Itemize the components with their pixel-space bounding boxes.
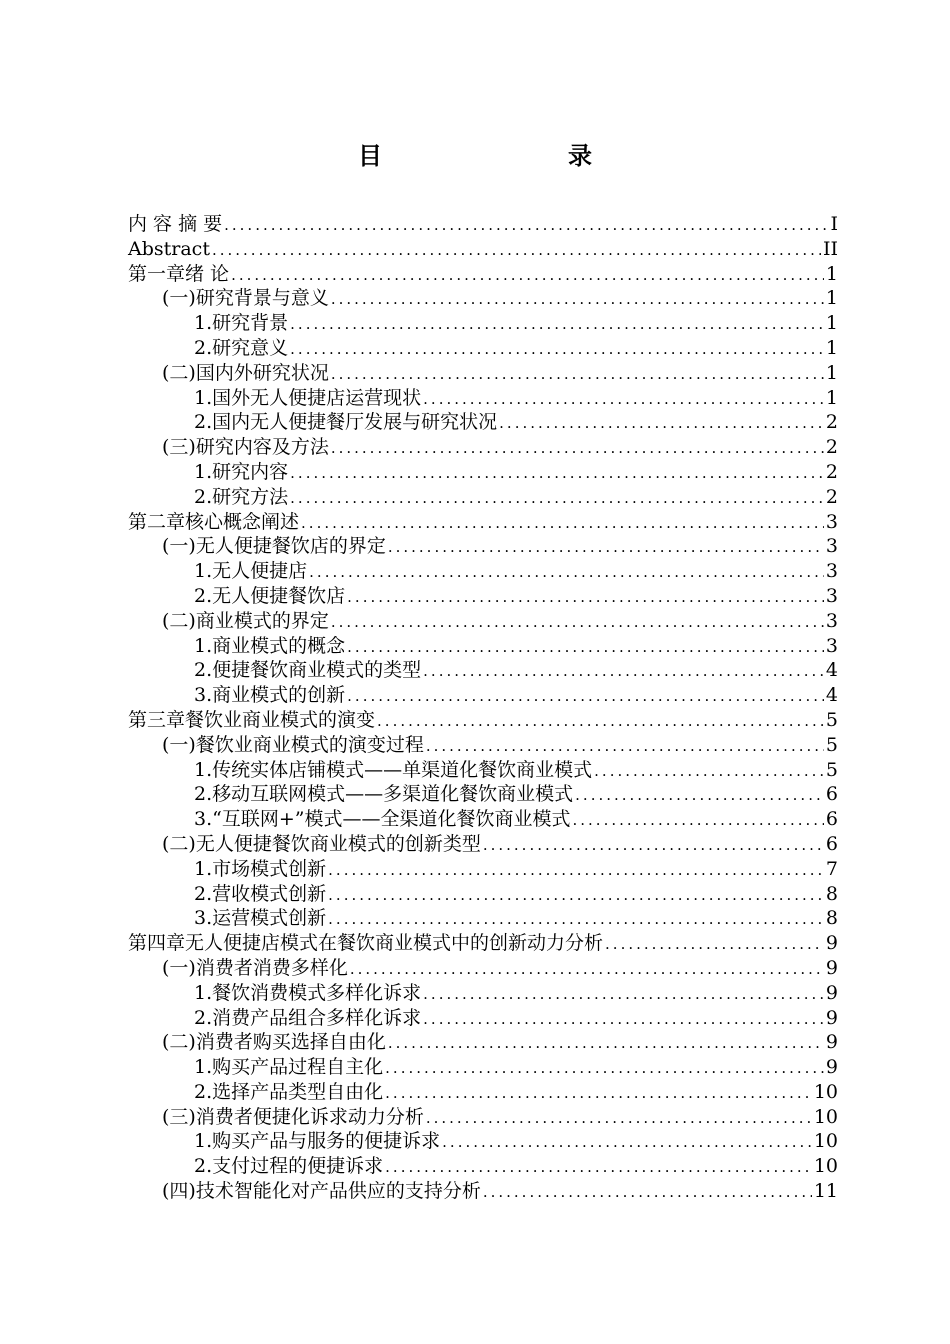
toc-entry-number: 2. xyxy=(194,1006,213,1029)
toc-entry[interactable] xyxy=(128,782,838,807)
toc-entry-page: 2 xyxy=(825,460,838,483)
toc-entry-number: 第一章 xyxy=(128,262,186,285)
toc-entry[interactable] xyxy=(128,435,838,460)
toc-entry-page: 6 xyxy=(825,832,838,855)
toc-entry-page: 9 xyxy=(825,1056,838,1079)
dot-leader xyxy=(331,362,824,387)
toc-entry-number: 3. xyxy=(194,684,213,707)
dot-leader xyxy=(290,461,824,486)
toc-entry-page: 10 xyxy=(813,1130,838,1153)
dot-leader xyxy=(385,1056,824,1081)
dot-leader xyxy=(499,411,824,436)
toc-entry-number: 第三章 xyxy=(128,708,186,731)
toc-entry-title: 国内外研究状况 xyxy=(195,361,329,384)
toc-entry[interactable] xyxy=(128,807,838,832)
toc-entry[interactable] xyxy=(128,1154,838,1179)
dot-leader xyxy=(426,1106,812,1131)
dot-leader xyxy=(224,213,826,238)
toc-entry[interactable] xyxy=(128,460,838,485)
toc-entry-number: 1. xyxy=(194,1056,213,1079)
dot-leader xyxy=(347,585,824,610)
toc-entry-number: 2. xyxy=(194,1080,213,1103)
toc-entry[interactable] xyxy=(128,832,838,857)
toc-entry-title: 无人便捷餐饮店 xyxy=(212,584,346,607)
toc-entry-title: Abstract xyxy=(128,237,210,260)
toc-entry[interactable] xyxy=(128,361,838,386)
toc-entry-number: (二) xyxy=(162,832,196,855)
toc-entry[interactable] xyxy=(128,634,838,659)
toc-entry-page: 1 xyxy=(825,386,838,409)
toc-entry-page: 5 xyxy=(825,758,838,781)
toc-entry-page: 9 xyxy=(825,932,838,955)
toc-entry-page: 6 xyxy=(825,808,838,831)
toc-entry-page: 10 xyxy=(813,1155,838,1178)
toc-entry-number: (三) xyxy=(162,436,196,459)
toc-entry-title: 购买产品过程自主化 xyxy=(212,1056,384,1079)
toc-entry-page: 3 xyxy=(825,584,838,607)
toc-entry-title: “互联网+”模式——全渠道化餐饮商业模式 xyxy=(212,808,571,831)
toc-entry-title: 营收模式创新 xyxy=(212,882,327,905)
toc-entry-page: 9 xyxy=(825,956,838,979)
toc-entry-page: 2 xyxy=(825,411,838,434)
toc-entry-page: 4 xyxy=(825,659,838,682)
toc-entry-title: 消费者消费多样化 xyxy=(195,956,348,979)
toc-entry[interactable] xyxy=(128,584,838,609)
toc-entry-title: 无人便捷餐饮店的界定 xyxy=(195,535,386,558)
toc-entry-title: 运营模式创新 xyxy=(212,907,327,930)
toc-entry-number: 1. xyxy=(194,857,213,880)
toc-entry-page: 1 xyxy=(825,336,838,359)
toc-entry-page: 10 xyxy=(813,1105,838,1128)
toc-entry[interactable] xyxy=(128,882,838,907)
toc-entry-page: 3 xyxy=(825,510,838,533)
toc-entry-number: 2. xyxy=(194,882,213,905)
dot-leader xyxy=(423,982,824,1007)
dot-leader xyxy=(290,337,824,362)
dot-leader xyxy=(605,932,824,957)
toc-entry-number: (二) xyxy=(162,1031,196,1054)
toc-entry-number: 2. xyxy=(194,485,213,508)
toc-entry-number: 1. xyxy=(194,634,213,657)
toc-entry-page: 4 xyxy=(825,684,838,707)
toc-entry-number: 2. xyxy=(194,411,213,434)
toc-entry-title: 餐饮业商业模式的演变 xyxy=(185,708,376,731)
toc-entry-title: 市场模式创新 xyxy=(212,857,327,880)
toc-entry-title: 商业模式的创新 xyxy=(212,684,346,707)
toc-entry[interactable] xyxy=(128,683,838,708)
toc-entry[interactable] xyxy=(128,1080,838,1105)
toc-entry-title: 餐饮消费模式多样化诉求 xyxy=(212,981,422,1004)
toc-entry[interactable] xyxy=(128,262,838,287)
toc-entry-title: 绪 论 xyxy=(185,262,230,285)
dot-leader xyxy=(575,783,824,808)
dot-leader xyxy=(385,1155,812,1180)
toc-entry-page: 9 xyxy=(825,1031,838,1054)
toc-entry[interactable] xyxy=(128,758,838,783)
toc-entry[interactable] xyxy=(128,286,838,311)
toc-entry-number: 第二章 xyxy=(128,510,186,533)
toc-entry[interactable] xyxy=(128,733,838,758)
toc-entry-number: 1. xyxy=(194,312,213,335)
toc-entry-title: 技术智能化对产品供应的支持分析 xyxy=(195,1180,481,1203)
dot-leader xyxy=(331,610,824,635)
toc-entry-number: 1. xyxy=(194,758,213,781)
toc-entry-page: II xyxy=(822,237,838,260)
toc-entry[interactable] xyxy=(128,485,838,510)
toc-entry-title: 研究内容及方法 xyxy=(195,436,329,459)
toc-entry-title: 研究背景与意义 xyxy=(195,287,329,310)
toc-entry-number: (一) xyxy=(162,287,196,310)
dot-leader xyxy=(331,436,824,461)
toc-entry-title: 无人便捷店模式在餐饮商业模式中的创新动力分析 xyxy=(185,932,604,955)
dot-leader xyxy=(385,1081,812,1106)
dot-leader xyxy=(426,734,824,759)
toc-entry-title: 移动互联网模式——多渠道化餐饮商业模式 xyxy=(212,783,574,806)
dot-leader xyxy=(328,858,824,883)
dot-leader xyxy=(423,1007,824,1032)
toc-entry-title: 研究意义 xyxy=(212,336,289,359)
toc-entry[interactable] xyxy=(128,410,838,435)
toc-entry-page: 1 xyxy=(825,361,838,384)
dot-leader xyxy=(573,808,824,833)
toc-entry-title: 消费者便捷化诉求动力分析 xyxy=(195,1105,424,1128)
toc-entry-title: 便捷餐饮商业模式的类型 xyxy=(212,659,422,682)
toc-entry[interactable] xyxy=(128,1006,838,1031)
toc-entry[interactable] xyxy=(128,237,838,262)
toc-entry-number: 1. xyxy=(194,560,213,583)
dot-leader xyxy=(328,907,824,932)
toc-entry-number: (三) xyxy=(162,1105,196,1128)
toc-entry[interactable] xyxy=(128,906,838,931)
toc-entry-number: 1. xyxy=(194,981,213,1004)
toc-entry-number: 2. xyxy=(194,659,213,682)
toc-entry-page: 3 xyxy=(825,535,838,558)
toc-entry-title: 传统实体店铺模式——单渠道化餐饮商业模式 xyxy=(212,758,593,781)
dot-leader xyxy=(442,1130,812,1155)
toc-entry-title: 消费产品组合多样化诉求 xyxy=(212,1006,422,1029)
toc-entry-title: 餐饮业商业模式的演变过程 xyxy=(195,733,424,756)
dot-leader xyxy=(347,635,824,660)
toc-entry-number: 2. xyxy=(194,336,213,359)
toc-entry-page: 6 xyxy=(825,783,838,806)
dot-leader xyxy=(328,883,824,908)
toc-entry-page: 8 xyxy=(825,882,838,905)
toc-entry-number: 2. xyxy=(194,584,213,607)
toc-entry[interactable] xyxy=(128,1179,838,1204)
toc-entry-title: 研究方法 xyxy=(212,485,289,508)
toc-entry-number: (一) xyxy=(162,535,196,558)
toc-entry-title: 支付过程的便捷诉求 xyxy=(212,1155,384,1178)
toc-entry-number: (二) xyxy=(162,609,196,632)
toc-entry[interactable] xyxy=(128,1105,838,1130)
toc-entry[interactable] xyxy=(128,559,838,584)
toc-entry-title: 无人便捷餐饮商业模式的创新类型 xyxy=(195,832,481,855)
toc-entry[interactable] xyxy=(128,708,838,733)
toc-entry[interactable] xyxy=(128,1030,838,1055)
toc-entry-number: (一) xyxy=(162,733,196,756)
dot-leader xyxy=(483,833,824,858)
toc-entry[interactable] xyxy=(128,311,838,336)
toc-entry[interactable] xyxy=(128,534,838,559)
toc-entry-title: 研究内容 xyxy=(212,460,289,483)
toc-entry-number: (一) xyxy=(162,956,196,979)
dot-leader xyxy=(594,759,824,784)
toc-entry-page: 9 xyxy=(825,981,838,1004)
dot-leader xyxy=(388,1031,824,1056)
toc-entry-page: I xyxy=(830,213,838,235)
toc-entry-title: 国外无人便捷店运营现状 xyxy=(212,386,422,409)
toc-entry-page: 8 xyxy=(825,907,838,930)
toc-entry-number: 2. xyxy=(194,1155,213,1178)
toc-entry[interactable] xyxy=(128,510,838,535)
toc-entry[interactable] xyxy=(128,956,838,981)
toc-entry-number: 1. xyxy=(194,1130,213,1153)
toc-entry[interactable] xyxy=(128,981,838,1006)
toc-entry-number: 2. xyxy=(194,783,213,806)
dot-leader xyxy=(290,486,824,511)
toc-entry-title: 国内无人便捷餐厅发展与研究状况 xyxy=(212,411,498,434)
dot-leader xyxy=(212,238,821,263)
dot-leader xyxy=(290,312,824,337)
dot-leader xyxy=(388,535,824,560)
toc-entry-page: 11 xyxy=(813,1180,838,1203)
toc-entry-title: 商业模式的界定 xyxy=(195,609,329,632)
toc-entry-page: 1 xyxy=(825,262,838,285)
toc-entry[interactable] xyxy=(128,386,838,411)
toc-entry-title: 选择产品类型自由化 xyxy=(212,1080,384,1103)
toc-entry-page: 5 xyxy=(825,733,838,756)
dot-leader xyxy=(309,560,824,585)
toc-entry-number: 3. xyxy=(194,808,213,831)
toc-entry[interactable] xyxy=(128,609,838,634)
toc-entry-title: 购买产品与服务的便捷诉求 xyxy=(212,1130,441,1153)
toc-entry-title: 商业模式的概念 xyxy=(212,634,346,657)
dot-leader xyxy=(423,659,824,684)
toc-entry-page: 3 xyxy=(825,560,838,583)
dot-leader xyxy=(377,709,824,734)
toc-entry[interactable] xyxy=(128,931,838,956)
toc-entry-number: 1. xyxy=(194,386,213,409)
toc-entry[interactable] xyxy=(128,336,838,361)
toc-entry[interactable] xyxy=(128,1129,838,1154)
dot-leader xyxy=(301,511,824,536)
dot-leader xyxy=(423,387,824,412)
toc-entry[interactable] xyxy=(128,658,838,683)
toc-entry-number: (二) xyxy=(162,361,196,384)
toc-entry-page: 3 xyxy=(825,634,838,657)
dot-leader xyxy=(331,287,824,312)
toc-entry-number: 3. xyxy=(194,907,213,930)
toc-entry-number: 1. xyxy=(194,460,213,483)
table-of-contents xyxy=(128,212,838,1204)
toc-entry-page: 2 xyxy=(825,436,838,459)
toc-entry-number: (四) xyxy=(162,1180,196,1203)
toc-entry-page: 3 xyxy=(825,609,838,632)
dot-leader xyxy=(231,263,824,288)
toc-entry[interactable] xyxy=(128,857,838,882)
dot-leader xyxy=(347,684,824,709)
toc-entry-title: 消费者购买选择自由化 xyxy=(195,1031,386,1054)
toc-entry-title: 无人便捷店 xyxy=(212,560,308,583)
toc-entry-page: 1 xyxy=(825,287,838,310)
toc-entry-number: 第四章 xyxy=(128,932,186,955)
toc-entry-title: 核心概念阐述 xyxy=(185,510,300,533)
toc-entry-page: 1 xyxy=(825,312,838,335)
toc-entry-page: 10 xyxy=(813,1080,838,1103)
toc-entry[interactable] xyxy=(128,212,838,237)
toc-entry-title: 研究背景 xyxy=(212,312,289,335)
toc-entry-page: 5 xyxy=(825,708,838,731)
toc-entry-page: 9 xyxy=(825,1006,838,1029)
dot-leader xyxy=(483,1180,812,1205)
toc-entry-title: 内 容 摘 要 xyxy=(128,213,223,235)
toc-entry-page: 7 xyxy=(825,857,838,880)
toc-entry-page: 2 xyxy=(825,485,838,508)
page-title: 目 录 xyxy=(358,142,638,170)
toc-entry[interactable] xyxy=(128,1055,838,1080)
dot-leader xyxy=(350,957,824,982)
